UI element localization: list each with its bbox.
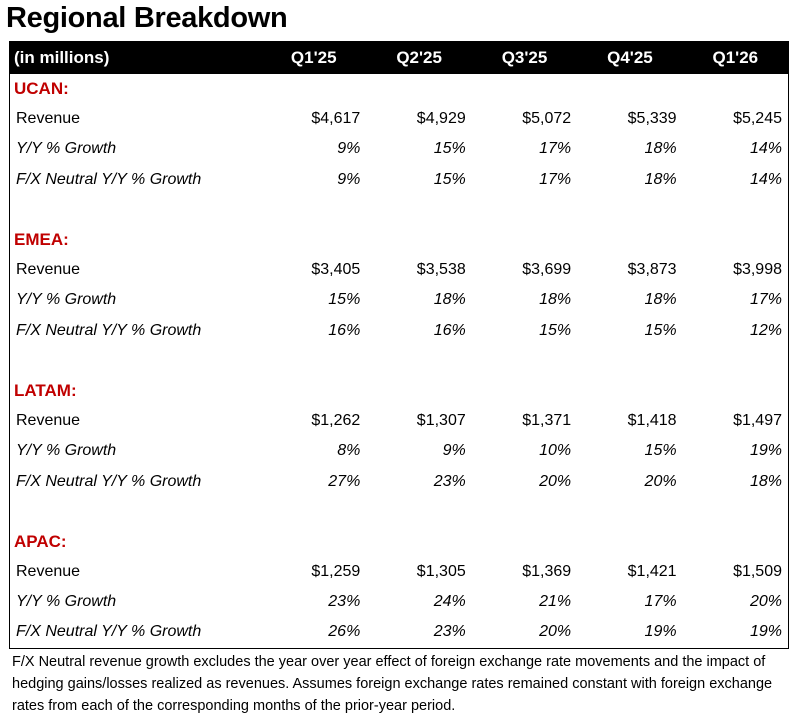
table-cell: 12%	[749, 321, 782, 339]
table-cell: 23%	[433, 472, 466, 490]
table-cell: $1,418	[627, 412, 677, 430]
row-label: Y/Y % Growth	[16, 442, 117, 460]
table-cell: 15%	[433, 170, 466, 188]
table-cell: 18%	[433, 291, 466, 309]
row-label: Revenue	[16, 563, 81, 581]
table-row	[10, 617, 788, 647]
header-period-q3-25: Q3'25	[501, 48, 548, 67]
region-spacer	[10, 346, 788, 376]
page-title: Regional Breakdown	[6, 2, 288, 34]
table-cell: 15%	[433, 140, 466, 158]
region-spacer	[10, 195, 788, 225]
table-cell: $1,259	[311, 563, 361, 581]
table-cell: 15%	[539, 321, 572, 339]
table-cell: 20%	[749, 593, 782, 611]
table-cell: 16%	[328, 321, 361, 339]
table-cell: $3,873	[627, 261, 677, 279]
table-cell: $4,929	[416, 110, 466, 128]
table-cell: 9%	[337, 140, 361, 158]
row-label: F/X Neutral Y/Y % Growth	[16, 170, 202, 188]
table-row	[10, 557, 788, 587]
table-cell: $1,371	[522, 412, 572, 430]
row-label: F/X Neutral Y/Y % Growth	[16, 623, 202, 641]
row-label: Revenue	[16, 261, 81, 279]
header-period-q4-25: Q4'25	[607, 48, 653, 67]
table-row	[10, 316, 788, 346]
table-cell: 15%	[644, 321, 677, 339]
row-label: Y/Y % Growth	[16, 593, 117, 611]
table-row	[10, 255, 788, 285]
table-cell: 20%	[644, 472, 677, 490]
table-cell: 18%	[644, 291, 677, 309]
table-cell: 18%	[749, 472, 782, 490]
region-heading: UCAN:	[14, 79, 69, 99]
table-row	[10, 436, 788, 466]
table-row	[10, 406, 788, 436]
row-label: F/X Neutral Y/Y % Growth	[16, 472, 202, 490]
footnote: F/X Neutral revenue growth excludes the year over year effect of foreign exchange rate movements and the impact of hedging gains/losses realized as revenues. Assumes foreign exchange rates remained constant with foreign exchange rates from each of the corresponding months of the prior-year period.	[12, 654, 773, 714]
table-cell: 27%	[328, 472, 361, 490]
table-cell: $1,497	[733, 412, 782, 430]
region-heading: EMEA:	[14, 230, 69, 250]
table-cell: 23%	[433, 623, 466, 641]
row-label: Y/Y % Growth	[16, 140, 117, 158]
row-label: Revenue	[16, 412, 81, 430]
table-cell: $3,405	[311, 261, 361, 279]
header-period-q1-26: Q1'26	[712, 48, 759, 67]
table-cell: 17%	[539, 140, 572, 158]
table-cell: 14%	[749, 170, 782, 188]
table-cell: 18%	[644, 170, 677, 188]
table-cell: $5,339	[627, 110, 677, 128]
table-row	[10, 587, 788, 617]
table-cell: 9%	[337, 170, 361, 188]
table-cell: 17%	[749, 291, 782, 309]
table-cell: 20%	[539, 623, 572, 641]
table-cell: 26%	[328, 623, 361, 641]
header-period-q1-25: Q1'25	[290, 48, 337, 67]
table-cell: 9%	[442, 442, 466, 460]
table-cell: $1,509	[733, 563, 782, 581]
table-cell: 19%	[749, 442, 782, 460]
table-cell: $5,072	[522, 110, 572, 128]
table-cell: 16%	[433, 321, 466, 339]
table-header-row	[10, 42, 788, 74]
table-cell: 18%	[644, 140, 677, 158]
table-cell: 18%	[539, 291, 572, 309]
region-spacer	[10, 497, 788, 527]
table-body	[10, 74, 788, 648]
table-cell: $3,538	[416, 261, 466, 279]
table-cell: 15%	[328, 291, 361, 309]
table-row	[10, 134, 788, 164]
table-cell: 19%	[749, 623, 782, 641]
header-period-q2-25: Q2'25	[396, 48, 442, 67]
table-cell: $4,617	[311, 110, 361, 128]
table-cell: $1,369	[522, 563, 572, 581]
table-cell: 8%	[337, 442, 361, 460]
row-label: Revenue	[16, 110, 81, 128]
row-label: F/X Neutral Y/Y % Growth	[16, 321, 202, 339]
table-cell: $3,699	[522, 261, 572, 279]
table-cell: 20%	[539, 472, 572, 490]
table-row	[10, 466, 788, 496]
table-row	[10, 285, 788, 315]
region-heading: LATAM:	[14, 380, 77, 400]
table-cell: 21%	[539, 593, 572, 611]
table-cell: $1,421	[627, 563, 677, 581]
table-cell: 14%	[749, 140, 782, 158]
table-row	[10, 104, 788, 134]
table-cell: $1,305	[416, 563, 466, 581]
region-heading: APAC:	[14, 531, 67, 551]
table-cell: $3,998	[733, 261, 782, 279]
header-units-label: (in millions)	[14, 48, 110, 67]
table-cell: 10%	[539, 442, 572, 460]
table-cell: $1,307	[416, 412, 466, 430]
table-cell: $1,262	[311, 412, 361, 430]
table-cell: 17%	[539, 170, 572, 188]
row-label: Y/Y % Growth	[16, 291, 117, 309]
table-row	[10, 165, 788, 195]
table-cell: $5,245	[733, 110, 782, 128]
regional-breakdown-table	[9, 41, 789, 649]
table-cell: 19%	[644, 623, 677, 641]
table-cell: 24%	[433, 593, 466, 611]
table-cell: 15%	[644, 442, 677, 460]
table-cell: 17%	[644, 593, 677, 611]
table-cell: 23%	[328, 593, 361, 611]
